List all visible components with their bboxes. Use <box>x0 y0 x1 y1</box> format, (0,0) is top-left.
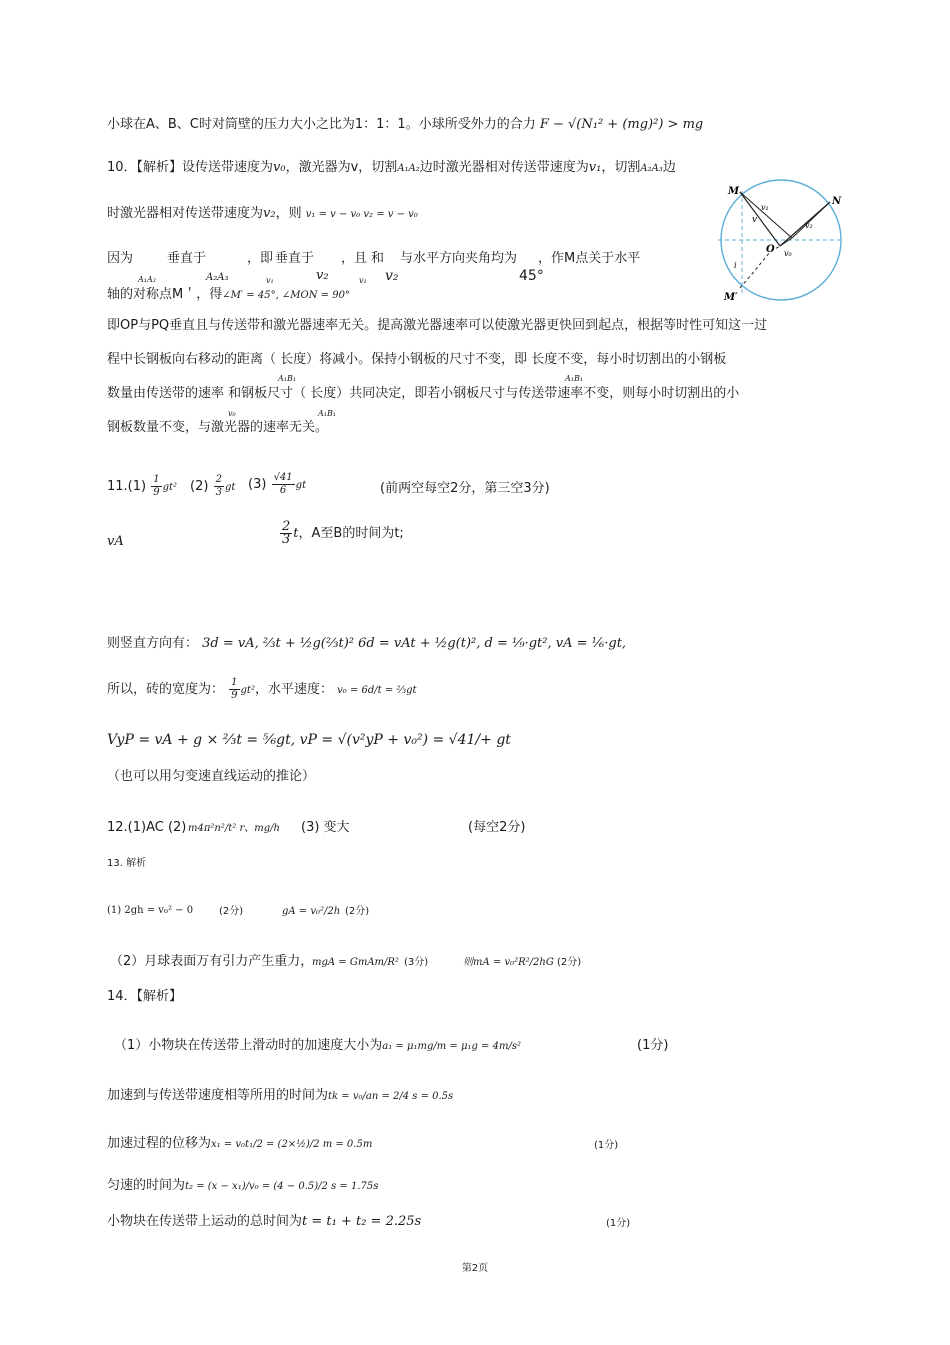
text: (3) 变大 <box>301 820 350 835</box>
label-v1: v₁ <box>761 203 769 212</box>
text: 小球在A、B、C时对筒壁的压力大小之比为1：1：1。小球所受外力的合力 <box>107 117 536 132</box>
text: 加速过程的位移为 <box>107 1136 212 1151</box>
label-v: v <box>752 215 758 225</box>
formula: v₁ <box>266 276 274 285</box>
text: (2) <box>190 479 209 494</box>
q14-line1 <box>114 1038 521 1055</box>
text: 11.(1) <box>107 479 147 494</box>
text: 时激光器相对传送带速度为 <box>107 206 264 221</box>
q10-line2 <box>107 206 418 223</box>
text: (1分) <box>637 1038 669 1053</box>
text: 因为 <box>107 251 134 266</box>
vector-v0 <box>780 238 792 246</box>
text: 垂直于 <box>167 251 207 266</box>
label-M-prime: M′ <box>724 292 738 303</box>
formula: gt <box>295 480 307 491</box>
text: 14．【解析】 <box>107 989 183 1004</box>
formula: A₂A₃ <box>640 163 663 174</box>
text: (前两空每空2分，第三空3分) <box>380 481 550 496</box>
formula: A₁B₁ <box>318 409 337 418</box>
formula: t <box>293 526 299 541</box>
formula: gt <box>224 482 236 493</box>
text: 钢板数量不变，与激光器的速率无关。 <box>107 420 329 435</box>
text: ，且 <box>341 251 368 266</box>
page-number: 第2页 <box>461 1263 489 1274</box>
formula: tk = v₀/an = 2/4 s = 0.5s <box>328 1091 454 1102</box>
text: ，则 <box>275 206 302 221</box>
formula: A₁B₁ <box>278 374 297 383</box>
q11-line2 <box>279 520 404 548</box>
text: 12.(1)AC (2) <box>107 820 187 835</box>
text: （1）小物块在传送带上滑动时的加速度大小为 <box>114 1038 383 1053</box>
fraction: $\frac{1}{9}$ <box>153 474 160 498</box>
formula: t = t₁ + t₂ = 2.25s <box>302 1214 422 1229</box>
text: （也可以用匀变速直线运动的推论） <box>107 769 316 784</box>
formula: gt² <box>240 685 255 696</box>
text: 所以，砖的宽度为： <box>107 682 225 697</box>
formula: A₁A₂ <box>397 163 420 174</box>
formula: mgA = GmAm/R² <box>312 957 399 968</box>
q14-line2 <box>107 1088 453 1105</box>
q14-line5 <box>107 1214 421 1230</box>
formula: t₂ = (x − x₁)/v₀ = (4 − 0.5)/2 s = 1.75s <box>185 1181 379 1192</box>
q11-line <box>107 473 177 502</box>
formula: v₂ <box>316 268 329 283</box>
label-N: N <box>832 196 842 207</box>
text: 10．【解析】设传送带速度为 <box>107 160 274 175</box>
text: 和 <box>371 251 385 266</box>
text: 边 <box>662 160 676 175</box>
formula: A₁A₂ <box>138 275 156 284</box>
label-v0: v₀ <box>784 249 792 258</box>
text: (2分) <box>345 906 370 917</box>
text: (1分) <box>594 1140 619 1151</box>
formula: gt² <box>162 482 178 493</box>
formula: ∠M′ = 45°, ∠MON = 90° <box>222 290 350 301</box>
q11-line4 <box>107 676 417 705</box>
formula: v₁ <box>588 160 602 175</box>
formula: VyP = vA + g × ⅔t = ⅚gt, vP = √(v²yP + v₀²) = √41/+ gt <box>107 732 511 748</box>
text: ，即 <box>247 251 274 266</box>
formula: F − √(N₁² + (mg)²) > mg <box>539 117 704 132</box>
formula: A₂A₃ <box>206 272 229 283</box>
fraction: $\frac{2}{3}$ <box>215 474 222 498</box>
formula: v₀ <box>228 409 236 418</box>
text: 匀速的时间为 <box>107 1178 186 1193</box>
text: 13. 解析 <box>107 858 147 869</box>
text: ，激光器为v，切割 <box>285 160 398 175</box>
text: (每空2分) <box>468 820 526 835</box>
text: (2分) <box>557 957 582 968</box>
vector-v <box>740 192 780 246</box>
formula: v₁ = v − v₀ v₂ = v − v₀ <box>305 209 418 220</box>
fraction: $\frac{2}{3}$ <box>282 519 291 547</box>
q11-line3 <box>107 636 626 652</box>
q11-part3 <box>248 471 306 500</box>
text: ，水平速度： <box>254 682 333 697</box>
label-M: M <box>728 186 740 197</box>
q10-line1 <box>107 160 676 177</box>
vector-v1 <box>740 192 792 238</box>
fraction: $\frac{1}{9}$ <box>231 677 238 701</box>
circle-diagram <box>712 178 850 306</box>
text: 即OP与PQ垂直且与传送带和激光器速率无关。提高激光器速率可以使激光器更快回到起点，根据等时性可知这一过 <box>107 318 768 333</box>
formula: (1) 2gh = v₀² − 0 <box>107 905 194 916</box>
formula: 3d = vA, ⅔t + ½g(⅔t)² 6d = vAt + ½g(t)², d = ⅑·gt², vA = ⅙·gt, <box>202 636 627 651</box>
text: ，A至B的时间为t; <box>298 526 404 541</box>
formula: a₁ = μ₁mg/m = μ₁g = 4m/s² <box>382 1041 521 1052</box>
text: 垂直于 <box>275 251 315 266</box>
text: (3) <box>248 477 267 492</box>
formula: v₂ <box>263 206 276 221</box>
text: 程中长钢板向右移动的距离（ 长度）将减小。保持小钢板的尺寸不变，即 长度不变，每小时切割出的小钢板 <box>107 352 727 367</box>
text: ，切割 <box>601 160 641 175</box>
formula: v₀ = 6d/t = ⅔gt <box>337 685 417 696</box>
formula: v₁ <box>359 276 367 285</box>
text: 轴的对称点M＇，得 <box>107 287 223 302</box>
text: 加速到与传送带速度相等所用的时间为 <box>107 1088 329 1103</box>
text: ，作M点关于水平 <box>538 251 641 266</box>
q11-part2 <box>190 473 235 502</box>
text: (1分) <box>606 1218 631 1229</box>
label-v2: v₂ <box>805 221 813 230</box>
formula: v₂ <box>385 268 399 284</box>
text: (3分) <box>404 957 429 968</box>
text: 边时激光器相对传送带速度为 <box>419 160 589 175</box>
label-i: i <box>734 261 737 270</box>
q14-line4 <box>107 1178 378 1195</box>
text: 则竖直方向有： <box>107 636 199 651</box>
text: 数量由传送带的速率 和钢板尺寸（ 长度）共同决定，即若小钢板尺寸与传送带速率不变，则每小时切割出的小 <box>107 386 740 401</box>
formula: m4π²n²/t² r、mg/h <box>188 823 280 834</box>
text: 与水平方向夹角均为 <box>400 251 518 266</box>
formula: A₁B₁ <box>565 374 584 383</box>
formula: v₀ <box>273 160 286 175</box>
text: 小物块在传送带上运动的总时间为 <box>107 1214 303 1229</box>
label-O: O <box>766 244 775 255</box>
formula: x₁ = v₀t₁/2 = (2×½)/2 m = 0.5m <box>211 1139 373 1150</box>
q10-line4 <box>107 287 350 304</box>
vector-v2 <box>792 202 830 238</box>
formula: 45° <box>519 268 544 284</box>
text: (2分) <box>219 906 244 917</box>
text-line <box>107 117 703 133</box>
q14-line3 <box>107 1136 372 1153</box>
formula: 则mA = v₀²R²/2hG <box>463 957 554 968</box>
fraction: $\frac{√41}{6}$ <box>273 472 293 496</box>
text: （2）月球表面万有引力产生重力， <box>110 954 314 969</box>
formula: vA <box>107 534 124 549</box>
formula: gA = v₀²/2h <box>282 906 341 917</box>
